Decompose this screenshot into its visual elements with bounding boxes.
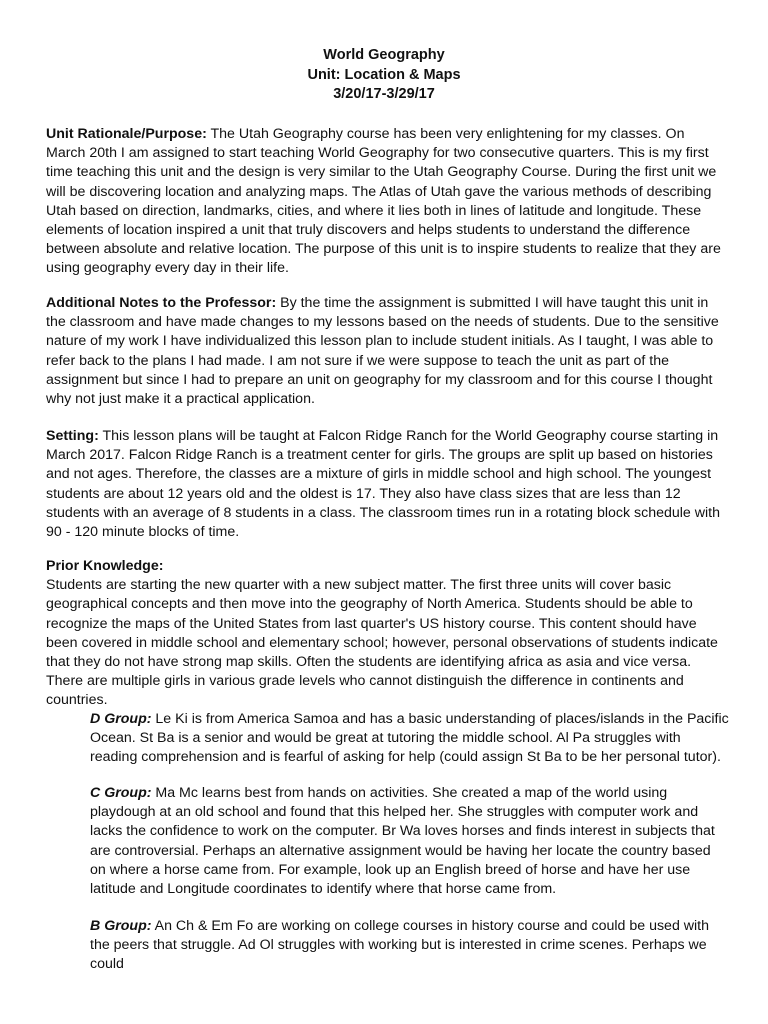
c-group-label: C Group: [90,785,152,801]
d-group-note [90,710,730,768]
c-group-text: Ma Mc learns best from hands on activities. She created a map of the world using playdough at an old school and found that this helped her. She struggles with computer work and lacks the confidence to work on the computer. Br Wa loves horses and finds interest in subjects that are controversial. Perhaps an alternative assignment would be having her locate the country based on where a horse came from. For example, look up an English breed of horse and have her use latitude and Longitude coordinates to identify where that horse came from. [90,785,715,898]
unit-title: Unit: Location & Maps [307,66,461,83]
rationale-section [46,125,726,279]
d-group-text: Le Ki is from America Samoa and has a basic understanding of places/islands in the Pacific Ocean. St Ba is a senior and would be great at tutoring the middle school. Al Pa struggles with reading comprehension and is fearful of asking for help (could assign St Ba to be her personal tutor). [90,711,729,766]
b-group-paragraph [90,917,730,975]
rationale-text: The Utah Geography course has been very enlightening for my classes. On March 20th I am assigned to start teaching World Geography for two consecutive quarters. This is my first time teaching this unit and the design is very similar to the Utah Geography Course. During the first unit we will be discovering location and analyzing maps. The Atlas of Utah gave the various methods of describing Utah based on direction, landmarks, cities, and where it lies both in lines of latitude and longitude. These elements of location inspired a unit that truly discovers and helps students to understand the difference between absolute and relative location. The purpose of this unit is to inspire students to realize that they are using geography every day in their life. [46,126,721,277]
notes-text: By the time the assignment is submitted I will have taught this unit in the classroom and have made changes to my lessons based on the needs of students. Due to the sensitive nature of my work I have individualized this lesson plan to include student initials. As I taught, I was able to refer back to the plans I had made. I am not sure if we were suppose to teach the unit as part of the assignment but since I had to prepare an unit on geography for my classroom and for this course I thought why not just make it a practical application. [46,295,719,408]
notes-label: Additional Notes to the Professor: [46,295,277,311]
d-group-label: D Group: [90,711,152,727]
setting-text: This lesson plans will be taught at Falcon Ridge Ranch for the World Geography course starting in March 2017. Falcon Ridge Ranch is a treatment center for girls. The groups are split up based on histories and not ages. Therefore, the classes are a mixture of girls in middle school and high school. The youngest students are about 12 years old and the oldest is 17. They also have class sizes that are less than 12 students with an average of 8 students in a class. The classroom times run in a rotating block schedule with 90 - 120 minute blocks of time. [46,428,720,541]
unit-dates: 3/20/17-3/29/17 [333,86,435,102]
setting-section [46,427,726,542]
notes-section [46,294,726,409]
setting-label: Setting: [46,428,99,444]
b-group-note [90,917,730,975]
c-group-note [90,784,730,899]
rationale-paragraph [46,125,726,279]
notes-paragraph [46,294,726,409]
b-group-text: An Ch & Em Fo are working on college courses in history course and could be used with the peers that struggle. Ad Ol struggles with working but is interested in crime scenes. Perhaps we could [90,918,710,973]
document-header [0,46,768,105]
prior-knowledge-section [46,557,726,711]
c-group-paragraph [90,784,730,899]
d-group-paragraph [90,710,730,768]
setting-paragraph [46,427,726,542]
prior-knowledge-text: Students are starting the new quarter with a new subject matter. The first three units will cover basic geographical concepts and then move into the geography of North America. Students should be able to recognize the maps of the United States from last quarter's US history course. This content should have been covered in middle school and elementary school; however, personal observations of students indicate that they do not have strong map skills. Often the students are identifying africa as asia and vice versa. There are multiple girls in various grade levels who cannot distinguish the difference in continents and countries. [46,577,718,709]
rationale-label: Unit Rationale/Purpose: [46,126,207,142]
document-title: World Geography [323,47,445,63]
prior-knowledge-label: Prior Knowledge: [46,558,164,574]
b-group-label: B Group: [90,918,152,934]
